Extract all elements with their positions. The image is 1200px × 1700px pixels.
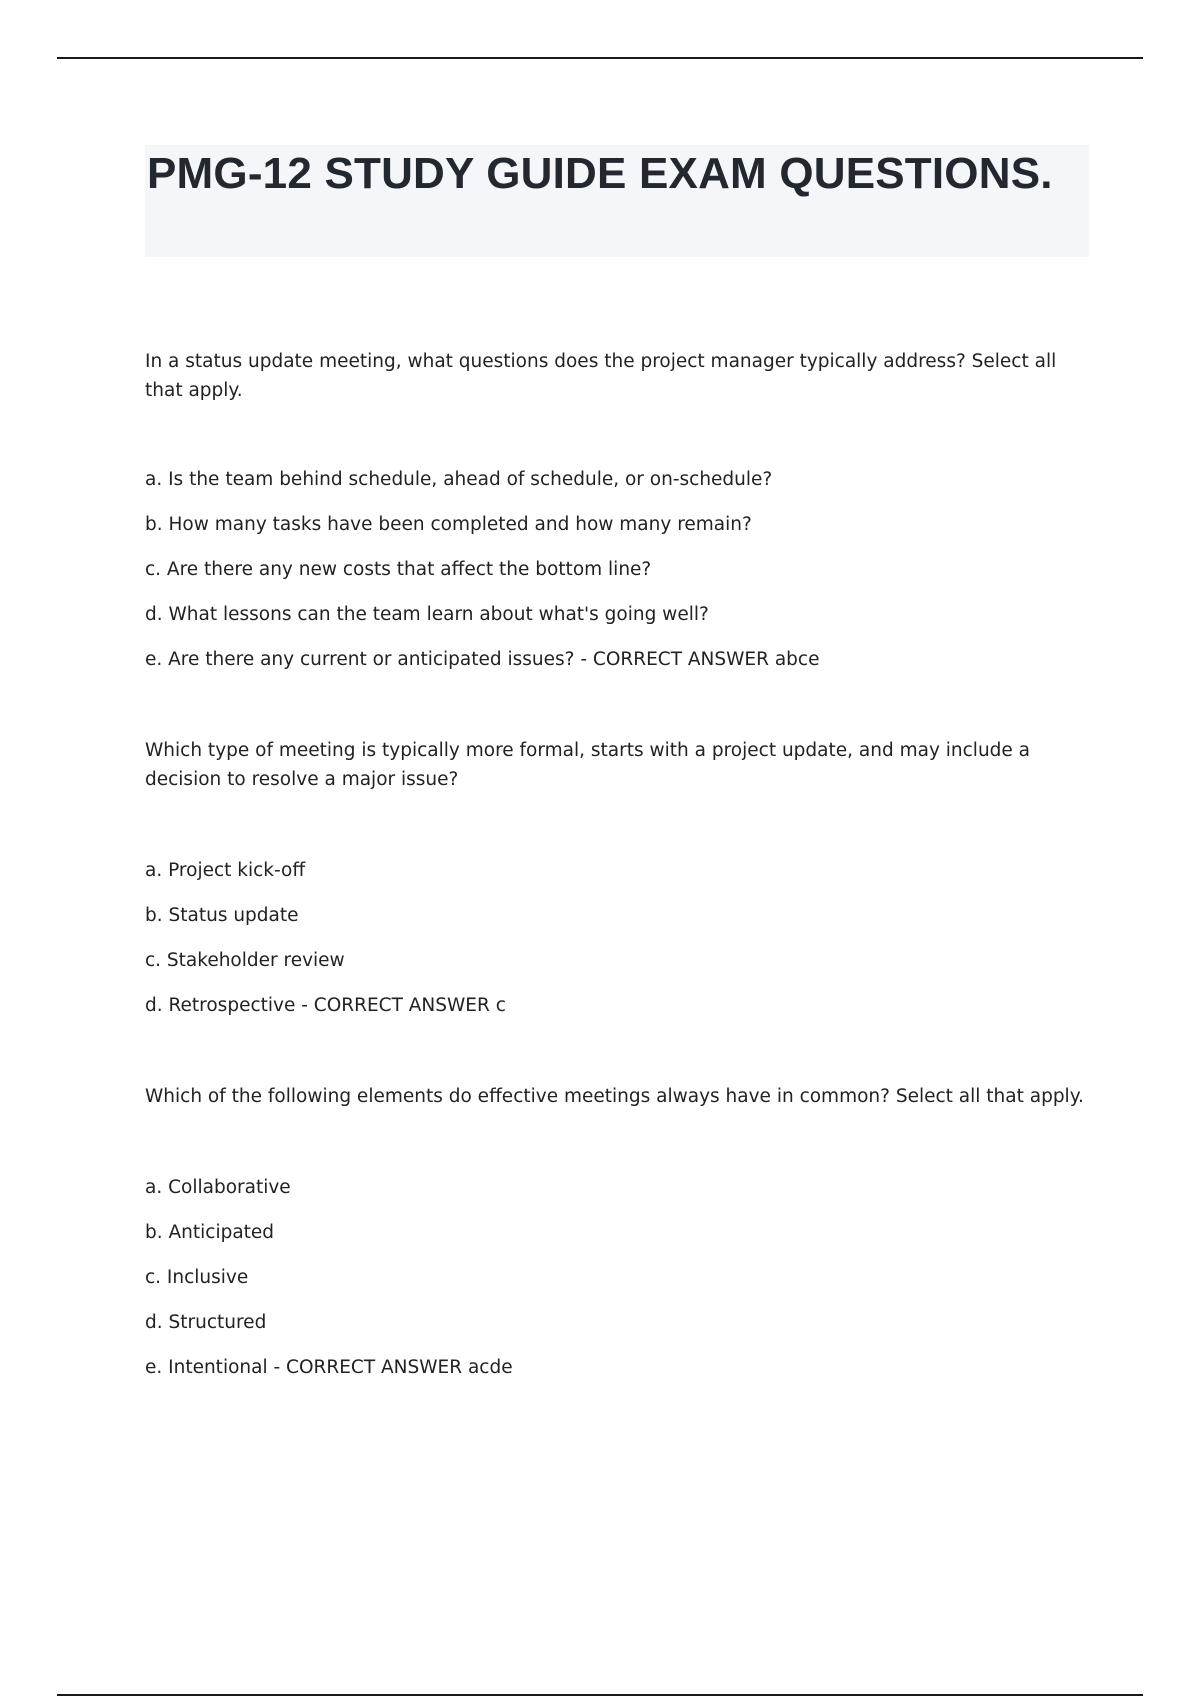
answer-option: c. Stakeholder review [145,950,345,971]
answer-option: b. Anticipated [145,1222,275,1243]
title-banner [145,145,1089,257]
top-rule [57,57,1143,59]
answer-option: b. Status update [145,905,299,926]
bottom-rule [57,1694,1143,1696]
answer-option: d. What lessons can the team learn about what's going well? [145,604,709,625]
answer-option: d. Structured [145,1312,267,1333]
answer-option-with-correct-answer: e. Intentional - CORRECT ANSWER acde [145,1357,513,1378]
answer-option-with-correct-answer: e. Are there any current or anticipated issues? - CORRECT ANSWER abce [145,649,820,670]
answer-option: a. Collaborative [145,1177,291,1198]
answer-options [145,1173,1085,1382]
question-block-3 [145,1082,1085,1382]
answer-options [145,465,1085,674]
answer-option: a. Project kick-off [145,860,306,881]
answer-option: b. How many tasks have been completed and how many remain? [145,514,752,535]
question-text: In a status update meeting, what questions does the project manager typically address? Select all that apply. [145,351,1057,401]
answer-options [145,856,1085,1020]
question-text: Which of the following elements do effective meetings always have in common? Select all that apply. [145,1086,1084,1107]
answer-option: c. Are there any new costs that affect the bottom line? [145,559,652,580]
page-title: PMG-12 STUDY GUIDE EXAM QUESTIONS. [147,149,1053,198]
questions-section [145,347,1085,1382]
question-block-2 [145,736,1085,1020]
question-block-1 [145,347,1085,674]
answer-option-with-correct-answer: d. Retrospective - CORRECT ANSWER c [145,995,506,1016]
answer-option: c. Inclusive [145,1267,249,1288]
answer-option: a. Is the team behind schedule, ahead of schedule, or on-schedule? [145,469,773,490]
question-text: Which type of meeting is typically more formal, starts with a project update, and may include a decision to resolve a major issue? [145,740,1031,790]
